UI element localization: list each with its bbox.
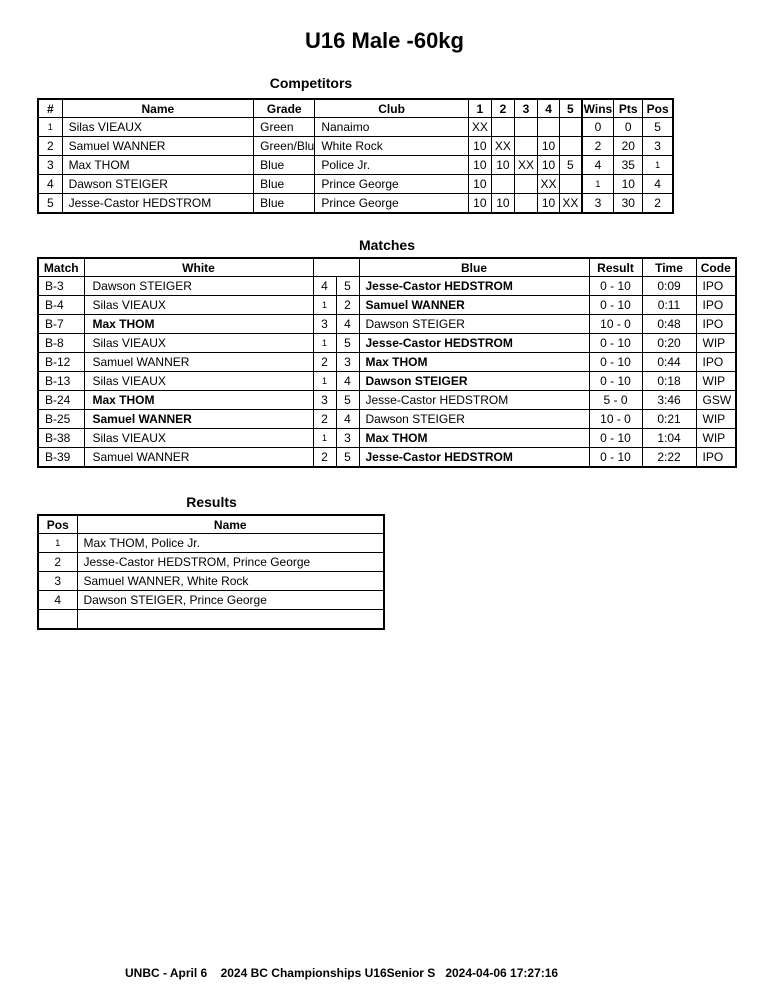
competitor-position: 2 bbox=[643, 194, 673, 214]
competitor-row bbox=[38, 175, 673, 194]
blue-competitor: Dawson STEIGER bbox=[359, 315, 589, 334]
white-number: 2 bbox=[313, 353, 336, 372]
result-row bbox=[38, 553, 384, 572]
blue-competitor: Max THOM bbox=[359, 353, 589, 372]
score-vs-5 bbox=[560, 175, 582, 194]
white-number: 3 bbox=[313, 315, 336, 334]
score-vs-4: 10 bbox=[538, 137, 560, 156]
white-competitor: Silas VIEAUX bbox=[84, 372, 313, 391]
score-vs-4: XX bbox=[538, 175, 560, 194]
match-code: WIP bbox=[696, 372, 736, 391]
match-time: 2:22 bbox=[642, 448, 696, 468]
results-heading: Results bbox=[186, 494, 237, 510]
blue-number: 5 bbox=[336, 334, 359, 353]
col-pts: Pts bbox=[614, 99, 643, 118]
competitor-club: White Rock bbox=[315, 137, 468, 156]
footer-venue: UNBC - April 6 bbox=[125, 966, 208, 980]
score-vs-5 bbox=[560, 137, 582, 156]
score-vs-5 bbox=[560, 118, 582, 137]
competitors-heading: Competitors bbox=[269, 75, 353, 91]
col-name: Name bbox=[62, 99, 254, 118]
score-vs-2: 10 bbox=[491, 194, 514, 214]
match-result: 0 - 10 bbox=[589, 277, 642, 296]
match-result: 10 - 0 bbox=[589, 410, 642, 429]
score-vs-1: XX bbox=[468, 118, 491, 137]
match-row bbox=[38, 372, 736, 391]
white-number: 1 bbox=[313, 372, 336, 391]
match-id: B-8 bbox=[38, 334, 84, 353]
competitors-header-row bbox=[38, 99, 673, 118]
match-time: 1:04 bbox=[642, 429, 696, 448]
score-vs-2 bbox=[491, 118, 514, 137]
result-position: 1 bbox=[38, 534, 77, 553]
score-vs-1: 10 bbox=[468, 175, 491, 194]
col-vs-5: 5 bbox=[560, 99, 582, 118]
match-result: 0 - 10 bbox=[589, 353, 642, 372]
result-name: Dawson STEIGER, Prince George bbox=[77, 591, 384, 610]
competitor-row bbox=[38, 137, 673, 156]
competitor-name: Jesse-Castor HEDSTROM bbox=[62, 194, 254, 214]
match-id: B-7 bbox=[38, 315, 84, 334]
score-vs-2 bbox=[491, 175, 514, 194]
col-wins: Wins bbox=[582, 99, 614, 118]
result-position bbox=[38, 610, 77, 630]
col-numbers bbox=[313, 258, 359, 277]
match-id: B-25 bbox=[38, 410, 84, 429]
competitor-club: Police Jr. bbox=[315, 156, 468, 175]
score-vs-5: 5 bbox=[560, 156, 582, 175]
competitor-number: 4 bbox=[38, 175, 62, 194]
competitor-wins: 0 bbox=[582, 118, 614, 137]
footer-timestamp: 2024-04-06 17:27:16 bbox=[445, 966, 559, 980]
white-number: 3 bbox=[313, 391, 336, 410]
white-competitor: Samuel WANNER bbox=[84, 353, 313, 372]
white-competitor: Silas VIEAUX bbox=[84, 429, 313, 448]
score-vs-2: 10 bbox=[491, 156, 514, 175]
match-time: 0:09 bbox=[642, 277, 696, 296]
result-row bbox=[38, 534, 384, 553]
col-club: Club bbox=[315, 99, 468, 118]
match-time: 0:48 bbox=[642, 315, 696, 334]
white-number: 1 bbox=[313, 296, 336, 315]
blue-competitor: Jesse-Castor HEDSTROM bbox=[359, 334, 589, 353]
match-row bbox=[38, 296, 736, 315]
match-row bbox=[38, 353, 736, 372]
competitor-position: 1 bbox=[643, 156, 673, 175]
blue-competitor: Jesse-Castor HEDSTROM bbox=[359, 448, 589, 468]
blue-competitor: Dawson STEIGER bbox=[359, 410, 589, 429]
col-pos: Pos bbox=[643, 99, 673, 118]
match-time: 0:18 bbox=[642, 372, 696, 391]
competitors-table bbox=[37, 98, 674, 214]
col-vs-1: 1 bbox=[468, 99, 491, 118]
blue-number: 2 bbox=[336, 296, 359, 315]
match-result: 10 - 0 bbox=[589, 315, 642, 334]
white-number: 2 bbox=[313, 448, 336, 468]
match-code: IPO bbox=[696, 353, 736, 372]
score-vs-3: XX bbox=[514, 156, 537, 175]
result-row bbox=[38, 610, 384, 630]
blue-competitor: Jesse-Castor HEDSTROM bbox=[359, 277, 589, 296]
col-number: # bbox=[38, 99, 62, 118]
competitor-points: 10 bbox=[614, 175, 643, 194]
results-table bbox=[37, 514, 385, 630]
match-result: 0 - 10 bbox=[589, 448, 642, 468]
match-result: 0 - 10 bbox=[589, 429, 642, 448]
blue-competitor: Max THOM bbox=[359, 429, 589, 448]
score-vs-3 bbox=[514, 194, 537, 214]
blue-number: 5 bbox=[336, 277, 359, 296]
col-result-pos: Pos bbox=[38, 515, 77, 534]
competitor-points: 30 bbox=[614, 194, 643, 214]
match-row bbox=[38, 448, 736, 468]
match-code: GSW bbox=[696, 391, 736, 410]
blue-number: 4 bbox=[336, 410, 359, 429]
score-vs-2: XX bbox=[491, 137, 514, 156]
competitor-grade: Blue bbox=[254, 175, 315, 194]
white-competitor: Max THOM bbox=[84, 315, 313, 334]
competitor-name: Max THOM bbox=[62, 156, 254, 175]
col-match: Match bbox=[38, 258, 84, 277]
blue-number: 4 bbox=[336, 315, 359, 334]
score-vs-4 bbox=[538, 118, 560, 137]
score-vs-5: XX bbox=[560, 194, 582, 214]
competitor-number: 1 bbox=[38, 118, 62, 137]
competitor-grade: Green/Blu bbox=[254, 137, 315, 156]
match-code: IPO bbox=[696, 277, 736, 296]
result-position: 3 bbox=[38, 572, 77, 591]
blue-competitor: Jesse-Castor HEDSTROM bbox=[359, 391, 589, 410]
col-code: Code bbox=[696, 258, 736, 277]
match-time: 3:46 bbox=[642, 391, 696, 410]
competitor-position: 4 bbox=[643, 175, 673, 194]
match-row bbox=[38, 410, 736, 429]
result-name: Samuel WANNER, White Rock bbox=[77, 572, 384, 591]
competitor-position: 5 bbox=[643, 118, 673, 137]
blue-number: 4 bbox=[336, 372, 359, 391]
competitor-club: Nanaimo bbox=[315, 118, 468, 137]
blue-competitor: Samuel WANNER bbox=[359, 296, 589, 315]
match-row bbox=[38, 277, 736, 296]
match-id: B-4 bbox=[38, 296, 84, 315]
white-number: 1 bbox=[313, 334, 336, 353]
result-row bbox=[38, 572, 384, 591]
blue-number: 5 bbox=[336, 391, 359, 410]
col-result-name: Name bbox=[77, 515, 384, 534]
competitor-number: 5 bbox=[38, 194, 62, 214]
result-row bbox=[38, 591, 384, 610]
col-vs-2: 2 bbox=[491, 99, 514, 118]
match-id: B-13 bbox=[38, 372, 84, 391]
result-name bbox=[77, 610, 384, 630]
white-competitor: Silas VIEAUX bbox=[84, 296, 313, 315]
match-id: B-3 bbox=[38, 277, 84, 296]
match-row bbox=[38, 391, 736, 410]
match-code: IPO bbox=[696, 448, 736, 468]
page-title: U16 Male -60kg bbox=[305, 28, 464, 53]
match-time: 0:21 bbox=[642, 410, 696, 429]
match-result: 5 - 0 bbox=[589, 391, 642, 410]
match-id: B-12 bbox=[38, 353, 84, 372]
competitor-wins: 1 bbox=[582, 175, 614, 194]
match-code: WIP bbox=[696, 410, 736, 429]
white-competitor: Silas VIEAUX bbox=[84, 334, 313, 353]
blue-number: 3 bbox=[336, 353, 359, 372]
result-position: 2 bbox=[38, 553, 77, 572]
competitor-row bbox=[38, 118, 673, 137]
score-vs-1: 10 bbox=[468, 137, 491, 156]
competitor-wins: 4 bbox=[582, 156, 614, 175]
white-competitor: Samuel WANNER bbox=[84, 410, 313, 429]
competitor-name: Dawson STEIGER bbox=[62, 175, 254, 194]
match-row bbox=[38, 315, 736, 334]
competitor-points: 20 bbox=[614, 137, 643, 156]
competitor-row bbox=[38, 156, 673, 175]
match-time: 0:20 bbox=[642, 334, 696, 353]
matches-header-row bbox=[38, 258, 736, 277]
result-name: Jesse-Castor HEDSTROM, Prince George bbox=[77, 553, 384, 572]
match-id: B-38 bbox=[38, 429, 84, 448]
col-grade: Grade bbox=[254, 99, 315, 118]
competitor-name: Silas VIEAUX bbox=[62, 118, 254, 137]
competitor-points: 0 bbox=[614, 118, 643, 137]
matches-table bbox=[37, 257, 737, 468]
match-time: 0:44 bbox=[642, 353, 696, 372]
match-row bbox=[38, 334, 736, 353]
white-competitor: Samuel WANNER bbox=[84, 448, 313, 468]
match-id: B-24 bbox=[38, 391, 84, 410]
match-time: 0:11 bbox=[642, 296, 696, 315]
match-result: 0 - 10 bbox=[589, 372, 642, 391]
match-result: 0 - 10 bbox=[589, 296, 642, 315]
match-code: WIP bbox=[696, 429, 736, 448]
competitor-club: Prince George bbox=[315, 175, 468, 194]
results-header-row bbox=[38, 515, 384, 534]
score-vs-4: 10 bbox=[538, 194, 560, 214]
white-competitor: Max THOM bbox=[84, 391, 313, 410]
score-vs-3 bbox=[514, 137, 537, 156]
blue-competitor: Dawson STEIGER bbox=[359, 372, 589, 391]
match-code: IPO bbox=[696, 296, 736, 315]
competitor-wins: 2 bbox=[582, 137, 614, 156]
result-name: Max THOM, Police Jr. bbox=[77, 534, 384, 553]
result-position: 4 bbox=[38, 591, 77, 610]
competitor-name: Samuel WANNER bbox=[62, 137, 254, 156]
match-id: B-39 bbox=[38, 448, 84, 468]
competitor-grade: Blue bbox=[254, 194, 315, 214]
competitor-number: 2 bbox=[38, 137, 62, 156]
match-code: IPO bbox=[696, 315, 736, 334]
footer bbox=[125, 966, 558, 980]
score-vs-3 bbox=[514, 118, 537, 137]
score-vs-4: 10 bbox=[538, 156, 560, 175]
blue-number: 5 bbox=[336, 448, 359, 468]
white-number: 2 bbox=[313, 410, 336, 429]
col-vs-4: 4 bbox=[538, 99, 560, 118]
competitor-number: 3 bbox=[38, 156, 62, 175]
score-vs-1: 10 bbox=[468, 194, 491, 214]
competitor-grade: Blue bbox=[254, 156, 315, 175]
match-code: WIP bbox=[696, 334, 736, 353]
competitor-club: Prince George bbox=[315, 194, 468, 214]
competitor-wins: 3 bbox=[582, 194, 614, 214]
competitor-row bbox=[38, 194, 673, 214]
footer-event: 2024 BC Championships U16Senior S bbox=[220, 966, 436, 980]
blue-number: 3 bbox=[336, 429, 359, 448]
competitor-grade: Green bbox=[254, 118, 315, 137]
col-time: Time bbox=[642, 258, 696, 277]
white-number: 1 bbox=[313, 429, 336, 448]
match-result: 0 - 10 bbox=[589, 334, 642, 353]
competitor-position: 3 bbox=[643, 137, 673, 156]
white-competitor: Dawson STEIGER bbox=[84, 277, 313, 296]
white-number: 4 bbox=[313, 277, 336, 296]
competitor-points: 35 bbox=[614, 156, 643, 175]
col-vs-3: 3 bbox=[514, 99, 537, 118]
score-vs-3 bbox=[514, 175, 537, 194]
score-vs-1: 10 bbox=[468, 156, 491, 175]
col-result: Result bbox=[589, 258, 642, 277]
col-blue: Blue bbox=[359, 258, 589, 277]
match-row bbox=[38, 429, 736, 448]
matches-heading: Matches bbox=[358, 237, 416, 253]
col-white: White bbox=[84, 258, 313, 277]
